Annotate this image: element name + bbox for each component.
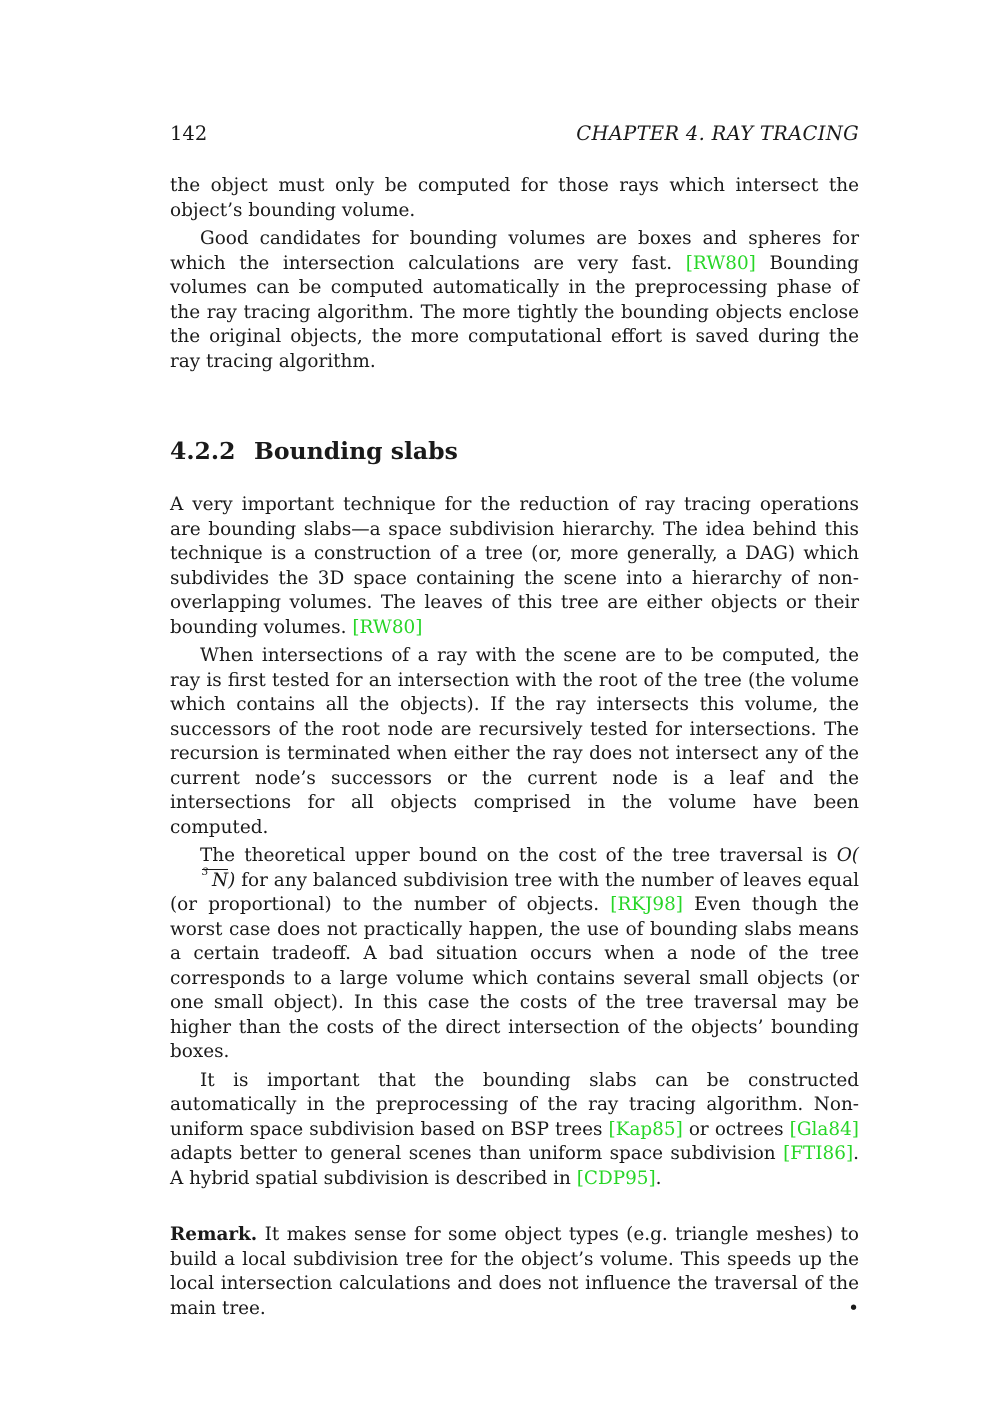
root-index: 3	[202, 866, 209, 878]
citation-fti86[interactable]: [FTI86]	[783, 1143, 854, 1164]
paragraph-3-text: A very important technique for the reduction of ray tracing operations are bounding slabs—a space subdivision hierarchy. The idea behind this technique is a construction of a tree (or, more generally, a DAG) which subdivides the 3D space containing the scene into a hierarchy of non-overlapping volumes. The leaves of this tree are either objects or their bounding volumes.	[170, 494, 859, 638]
paragraph-6	[170, 1069, 859, 1192]
running-head	[170, 118, 859, 150]
paragraph-1: the object must only be computed for those rays which intersect the object’s bounding volume.	[170, 175, 859, 221]
paragraph-5-text-c: Even though the worst case does not practically happen, the use of bounding slabs means a certain tradeoff. A bad situation occurs when a node of the tree corresponds to a large volume which contains several small objects (or one small object). In this case the costs of the tree traversal may be higher than the costs of the direct intersection of the objects’ bounding boxes.	[170, 894, 859, 1062]
paragraph-2-text-a: Good candidates for bounding volumes are boxes and spheres for which the intersection calculations are very fast.	[170, 228, 859, 274]
paragraph-6-text-d: . A hybrid spatial subdivision is described in	[170, 1143, 859, 1189]
page-number: 142	[170, 122, 208, 145]
citation-rkj98[interactable]: [RKJ98]	[610, 894, 683, 915]
remark-label: Remark.	[170, 1224, 258, 1245]
page	[170, 118, 859, 1321]
paragraph-2-text-b: Bounding volumes can be computed automatically in the preprocessing phase of the ray tracing algorithm. The more tightly the bounding objects enclose the original objects, the more computational effort is saved during the ray tracing algorithm.	[170, 252, 859, 372]
remark-text: It makes sense for some object types (e.g. triangle meshes) to build a local subdivision tree for the object’s volume. This speeds up the local intersection calculations and does not influence the traversal of the main tree.	[170, 1224, 859, 1319]
math-close: )	[228, 869, 236, 891]
section-heading	[170, 436, 859, 466]
citation-gla84[interactable]: [Gla84]	[789, 1118, 859, 1140]
math-o: O(	[836, 845, 859, 866]
citation-rw80-2[interactable]: [RW80]	[352, 616, 423, 638]
paragraph-5	[170, 844, 859, 1065]
paragraph-6-text-c: adapts better to general scenes than uniform space subdivision	[170, 1143, 776, 1164]
paragraph-6-text-e: .	[655, 1167, 662, 1189]
section-title: Bounding slabs	[254, 437, 458, 465]
radicand: N	[202, 869, 228, 891]
paragraph-6-text-b: or octrees	[688, 1118, 784, 1140]
paragraph-5-text-b: for any balanced subdivision tree with the number of leaves equal (or proportional) to the number of objects.	[170, 869, 859, 915]
remark-paragraph	[170, 1223, 859, 1321]
chapter-title: CHAPTER 4. RAY TRACING	[576, 122, 859, 145]
paragraph-6-text-a: It is important that the bounding slabs can be constructed automatically in the preprocessing of the ray tracing algorithm. Non-uniform space subdivision based on BSP trees	[170, 1069, 859, 1140]
cube-root	[170, 866, 229, 894]
citation-kap85[interactable]: [Kap85]	[608, 1118, 683, 1140]
paragraph-2	[170, 227, 859, 374]
end-of-remark-bullet: •	[848, 1297, 859, 1319]
paragraph-3	[170, 493, 859, 640]
section-number: 4.2.2	[170, 437, 236, 465]
citation-rw80[interactable]: [RW80]	[685, 252, 756, 274]
paragraph-4: When intersections of a ray with the scene are to be computed, the ray is first tested for an intersection with the root of the tree (the volume which contains all the objects). If the ray intersects this volume, the successors of the root node are recursively tested for intersections. The recursion is terminated when either the ray does not intersect any of the current node’s successors or the current node is a leaf and the intersections for all objects comprised in the volume have been computed.	[170, 645, 859, 838]
citation-cdp95[interactable]: [CDP95]	[576, 1167, 656, 1189]
paragraph-5-text-a: The theoretical upper bound on the cost of the tree traversal is	[200, 845, 828, 866]
